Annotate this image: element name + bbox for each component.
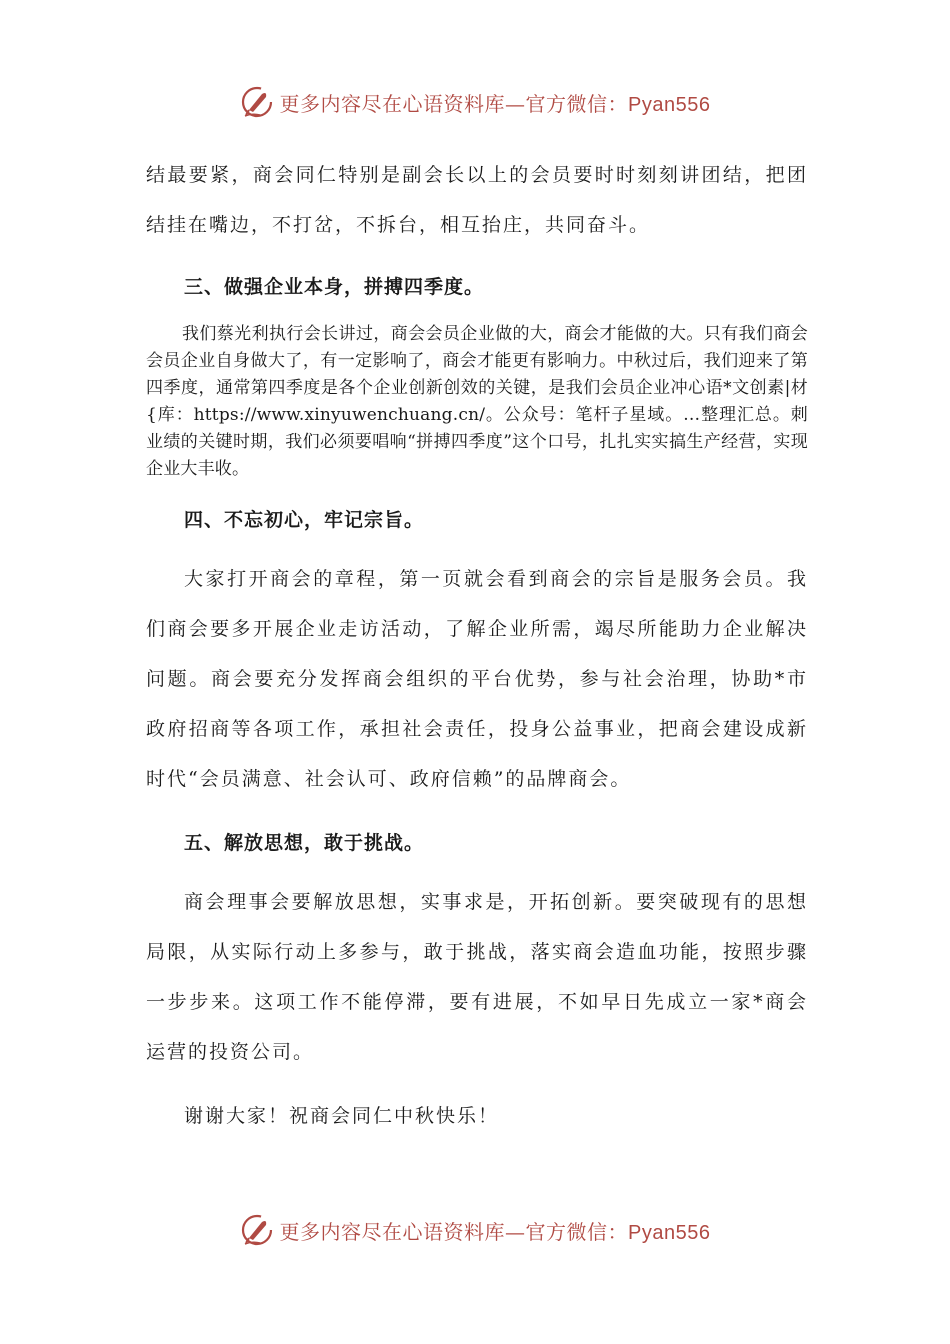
banner-text: 更多内容尽在心语资料库—官方微信：Pyan556 (279, 1219, 711, 1244)
wechat-handle: Pyan556 (628, 93, 711, 116)
heading-section-4: 四、不忘初心，牢记宗旨。 (184, 509, 425, 531)
footer-banner (0, 1210, 950, 1250)
paragraph-section-4: 大家打开商会的章程，第一页就会看到商会的宗旨是服务会员。我们商会要多开展企业走访活动，了解企业所需，竭尽所能助力企业解决问题。商会要充分发挥商会组织的平台优势，参与社会治理，协助*市政府招商等各项工作，承担社会责任，投身公益事业，把商会建设成新时代“会员满意、社会认可、政府信赖”的品牌商会。 (146, 568, 808, 790)
wechat-handle: Pyan556 (628, 1221, 711, 1244)
quill-pen-logo-icon (240, 85, 274, 119)
paragraph-section-5: 商会理事会要解放思想，实事求是，开拓创新。要突破现有的思想局限，从实际行动上多参与，敢于挑战，落实商会造血功能，按照步骤一步步来。这项工作不能停滞，要有进展，不如早日先成立一家*商会运营的投资公司。 (146, 891, 808, 1063)
paragraph-section-3: 我们蔡光利执行会长讲过，商会会员企业做的大，商会才能做的大。只有我们商会会员企业自身做大了，有一定影响了，商会才能更有影响力。中秋过后，我们迎来了第四季度，通常第四季度是各个企业创新创效的关键，是我们会员企业冲心语*文创素|材{库：https://www.xinyuwenchuang.cn/。公众号：笔杆子星域。…整理汇总。刺业绩的关键时期，我们必须要唱响“拼搏四季度”这个口号，扎扎实实搞生产经营，实现企业大丰收。 (146, 324, 808, 479)
paragraph-unity: 结最要紧，商会同仁特别是副会长以上的会员要时时刻刻讲团结，把团结挂在嘴边，不打岔，不拆台，相互抬庄，共同奋斗。 (146, 164, 808, 236)
document-body (146, 150, 808, 1128)
heading-section-5: 五、解放思想，敢于挑战。 (184, 832, 425, 854)
closing-thanks: 谢谢大家！祝商会同仁中秋快乐！ (184, 1105, 500, 1127)
banner-text: 更多内容尽在心语资料库—官方微信：Pyan556 (279, 91, 711, 116)
quill-pen-logo-icon (240, 1213, 274, 1247)
header-banner (0, 82, 950, 122)
heading-section-3: 三、做强企业本身，拼搏四季度。 (184, 276, 485, 298)
